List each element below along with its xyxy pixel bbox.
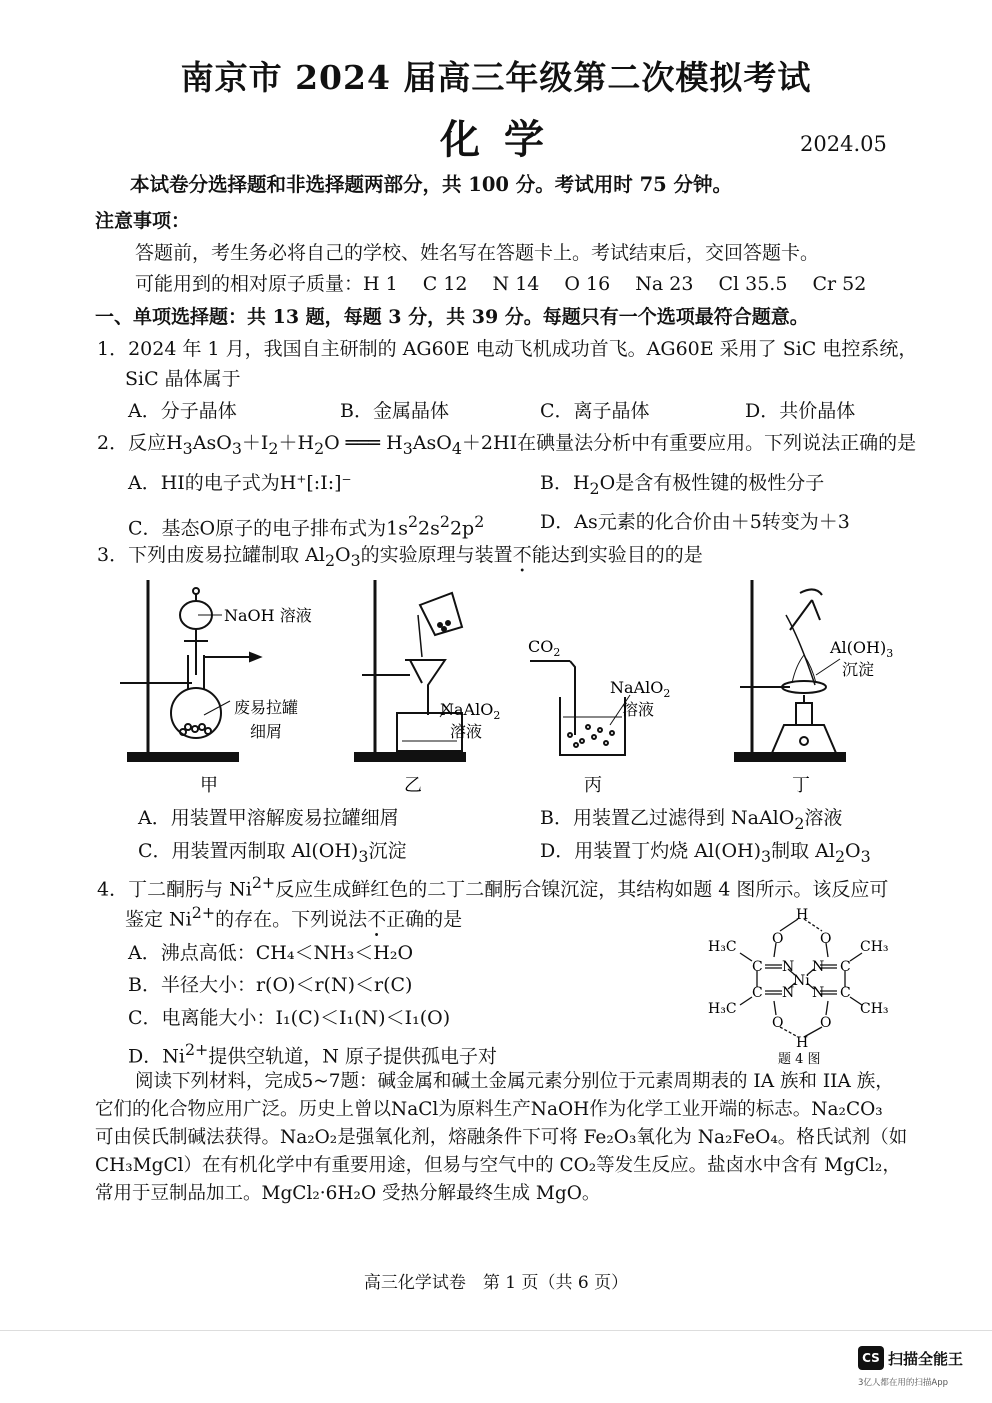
q4-option-c: C．电离能大小：I₁(C)＜I₁(N)＜I₁(O) (128, 1007, 451, 1029)
atom-n-2: N (812, 959, 825, 975)
q3-option-a: A．用装置甲溶解废易拉罐细屑 (138, 807, 399, 829)
atom-o-4: O (820, 1015, 832, 1031)
apparatus-yi (355, 580, 465, 761)
notice-line-1: 答题前，考生务必将自己的学校、姓名写在答题卡上。考试结束后，交回答题卡。 (135, 242, 820, 264)
bing-label-2: 溶液 (622, 700, 655, 719)
reading-line-5: 常用于豆制品加工。MgCl₂·6H₂O 受热分解最终生成 MgO。 (95, 1183, 601, 1204)
reading-line-4: CH₃MgCl）在有机化学中有重要用途，但易与空气中的 CO₂等发生反应。盐卤水中含有 MgCl₂， (95, 1155, 901, 1176)
label-ding: 丁 (792, 775, 810, 796)
subject-title: 化学 (440, 116, 568, 163)
q2-option-c: C．基态O原子的电子排布式为$1s^22s^22p^2$ (128, 512, 485, 540)
atom-c-2: C (840, 959, 851, 975)
atom-n-3: N (782, 985, 795, 1001)
label-yi: 乙 (404, 775, 422, 796)
hi-electron-formula: H⁺[:I:]⁻ (279, 472, 352, 494)
ding-label-1: $Al(OH)_3$ (830, 638, 894, 660)
scan-divider (0, 1330, 992, 1331)
nickel-complex-structure (700, 905, 900, 1065)
q2-option-b: B．$H_2O$是含有极性键的极性分子 (540, 472, 825, 498)
q1-option-b: B．金属晶体 (340, 400, 449, 422)
q1-option-a: A．分子晶体 (128, 400, 237, 422)
ding-label-2: 沉淀 (842, 660, 875, 679)
page-footer: 高三化学试卷 第 1 页（共 6 页） (363, 1273, 629, 1293)
q1-stem-line2: SiC 晶体属于 (125, 368, 241, 390)
q4-stem-line2: 鉴定 $Ni^{2+}$的存在。下列说法不正确的是 (125, 903, 463, 931)
atom-ni: Ni (793, 973, 810, 989)
reading-line-2: 它们的化合物应用广泛。历史上曾以NaCl为原料生产NaOH作为化学工业开端的标志。Na₂CO₃ (95, 1099, 883, 1120)
exam-title: 南京市 2024 届高三年级第二次模拟考试 (180, 58, 812, 97)
q4-option-b: B．半径大小：r(O)＜r(N)＜r(C) (128, 974, 413, 996)
q3-option-d: D．用装置丁灼烧 $Al(OH)_3$制取 $Al_2O_3$ (540, 840, 871, 866)
watermark-subtitle: 3亿人都在用的扫描App (858, 1378, 949, 1388)
q1-stem-line1: 1．2024 年 1 月，我国自主研制的 AG60E 电动飞机成功首飞。AG60E 采用了 SiC 电控系统， (97, 338, 918, 360)
label-bing: 丙 (584, 775, 602, 796)
atom-c-4: C (840, 985, 851, 1001)
notice-line-2: 可能用到的相对原子质量：H 1 C 12 N 14 O 16 Na 23 Cl 35.5 Cr 52 (135, 273, 867, 295)
atom-h-bottom: H (796, 1035, 809, 1051)
q3-option-c: C．用装置丙制取 $Al(OH)_3$沉淀 (138, 840, 407, 866)
apparatus-bing (530, 661, 630, 755)
q4-emphasis-not: 不 (367, 908, 387, 931)
co2-label: $CO_2$ (528, 637, 561, 659)
atom-o-3: O (772, 1015, 784, 1031)
atom-o-2: O (820, 931, 832, 947)
atom-c-3: C (752, 985, 763, 1001)
camscanner-logo-icon: CS (858, 1346, 884, 1370)
reading-line-1: 阅读下列材料，完成5~7题：碱金属和碱土金属元素分别位于元素周期表的 IA 族和 IIA 族， (135, 1071, 894, 1092)
naoh-label: NaOH 溶液 (224, 606, 312, 625)
group-h3c-2: H₃C (708, 1001, 737, 1017)
apparatus-ding (735, 580, 845, 761)
q1-option-d: D．共价晶体 (745, 400, 856, 422)
q1-option-c: C．离子晶体 (540, 400, 650, 422)
q4-option-d: D．$Ni^{2+}$提供空轨道，N 原子提供孤电子对 (128, 1040, 497, 1068)
q3-stem: 3．下列由废易拉罐制取 $Al_2O_3$的实验原理与装置不能达到实验目的的是 (97, 544, 703, 570)
apparatus-figure (100, 575, 900, 800)
can-label-1: 废易拉罐 (234, 698, 299, 717)
atom-n-4: N (812, 985, 825, 1001)
q2-option-a: A．HI的电子式为H⁺[:I:]⁻ (128, 472, 352, 494)
q2-stem (97, 430, 916, 462)
group-ch3-1: CH₃ (860, 939, 889, 955)
figure-caption: 题 4 图 (778, 1052, 821, 1065)
exam-intro: 本试卷分选择题和非选择题两部分，共 100 分。考试用时 75 分钟。 (130, 173, 732, 196)
q2-stem-tail: 在碘量法分析中有重要应用。下列说法正确的是 (517, 432, 917, 454)
q3-option-b: B．用装置乙过滤得到 NaAlO$_2$溶液 (540, 807, 843, 833)
q3-emphasis-not: 不 (512, 544, 532, 566)
scanner-watermark (858, 1346, 978, 1396)
can-label-2: 细屑 (250, 722, 283, 741)
yi-label-2: 溶液 (450, 722, 483, 741)
watermark-name: 扫描全能王 (888, 1350, 964, 1368)
group-h3c-1: H₃C (708, 939, 737, 955)
reading-material (95, 1068, 915, 1208)
atom-h-top: H (796, 907, 809, 923)
q2-option-d: D．As元素的化合价由＋5转变为＋3 (540, 511, 850, 533)
section-heading: 一、单项选择题：共 13 题，每题 3 分，共 39 分。每题只有一个选项最符合题意。 (95, 306, 809, 328)
atom-n-1: N (782, 959, 795, 975)
reading-line-3: 可由侯氏制碱法获得。Na₂O₂是强氧化剂，熔融条件下可将 Fe₂O₃氧化为 Na₂FeO₄。格氏试剂（如 (95, 1127, 908, 1148)
group-ch3-2: CH₃ (860, 1001, 889, 1017)
notice-title: 注意事项： (95, 210, 191, 232)
q2-num: 2．反应 (97, 432, 167, 454)
bing-label-1: NaAlO$_2$ (610, 678, 671, 700)
yi-label-1: NaAlO$_2$ (440, 700, 501, 722)
atom-c-1: C (752, 959, 763, 975)
q2-equation: $H_3AsO_3+I_2+H_2O$ ═══ $H_3AsO_4+2HI$ (166, 432, 518, 458)
label-jia: 甲 (200, 775, 218, 796)
exam-date: 2024.05 (800, 132, 887, 156)
q4-stem-line1: 4．丁二酮肟与 $Ni^{2+}$反应生成鲜红色的二丁二酮肟合镍沉淀，其结构如题 4 图所示。该反应可 (97, 873, 889, 901)
atom-o-1: O (772, 931, 784, 947)
q4-option-a: A．沸点高低：CH₄＜NH₃＜H₂O (128, 942, 414, 964)
